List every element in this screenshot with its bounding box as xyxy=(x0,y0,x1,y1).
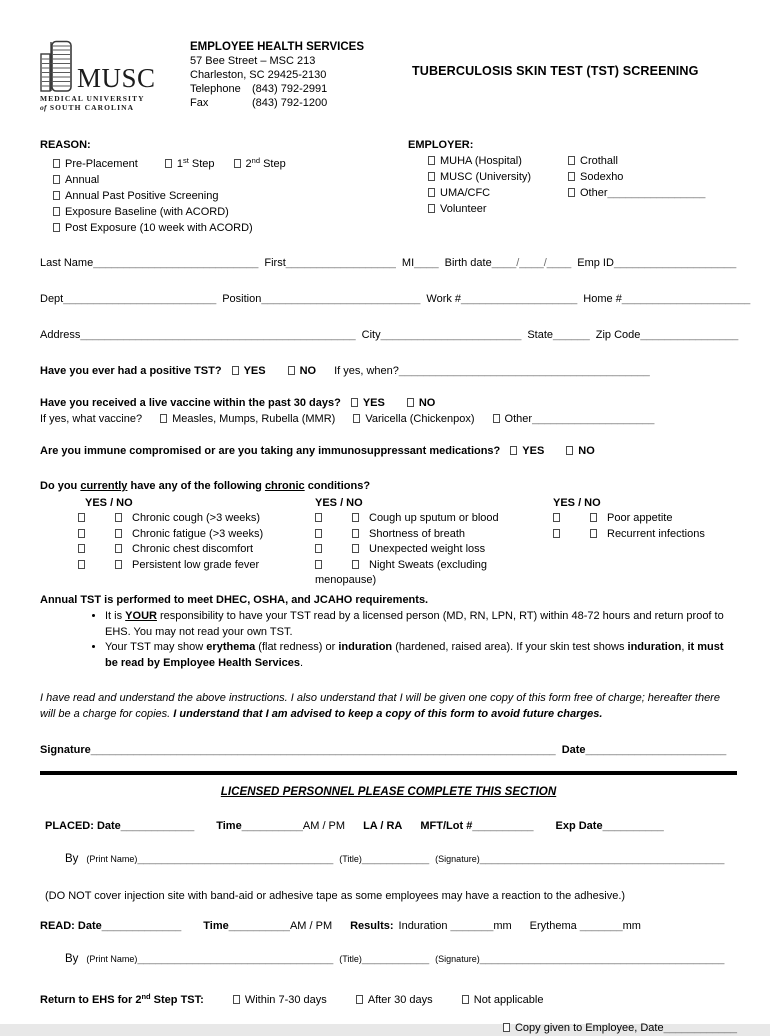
sputum-no-checkbox[interactable] xyxy=(352,513,359,522)
copy-date-blank[interactable]: ____________ xyxy=(663,1022,737,1034)
immune-yes-checkbox[interactable] xyxy=(510,446,517,455)
date-label: Date xyxy=(561,744,586,756)
recurrent-infections-label: Recurrent infections xyxy=(607,527,705,540)
placed-ampm-label: AM / PM xyxy=(302,820,346,832)
copy-given-row xyxy=(40,1021,737,1036)
read-time-label: Time xyxy=(203,920,229,932)
birth-date-blank[interactable]: ____/____/____ xyxy=(491,257,572,269)
dept-blank[interactable]: _________________________ xyxy=(63,293,217,305)
work-phone-label: Work # xyxy=(426,293,462,305)
title-label: (Title) xyxy=(339,854,362,864)
reason-row-annual xyxy=(40,172,408,188)
chest-discomfort-label: Chronic chest discomfort xyxy=(132,543,254,555)
home-phone-blank[interactable]: _____________________ xyxy=(621,293,751,305)
annual-past-label: Annual Past Positive Screening xyxy=(65,190,219,202)
vaccine-yes-checkbox[interactable] xyxy=(351,398,358,407)
personnel-signature-blank[interactable]: ________________________________________ xyxy=(479,853,725,865)
print-name-label: (Print Name) xyxy=(86,954,138,964)
placed-time-blank[interactable]: __________ xyxy=(241,820,303,832)
chronic-fatigue-label: Chronic fatigue (>3 weeks) xyxy=(132,527,264,540)
vaccine-other-checkbox[interactable] xyxy=(493,414,500,423)
erythema-blank[interactable]: _______ xyxy=(579,920,623,932)
fax-label: Fax xyxy=(190,97,209,109)
fax-number: (843) 792-1200 xyxy=(252,97,328,109)
low-grade-fever-no-checkbox[interactable] xyxy=(115,560,122,569)
first-step-checkbox[interactable] xyxy=(165,159,172,168)
erythema-mm-label: mm xyxy=(622,920,641,932)
employer-col-1 xyxy=(428,153,568,217)
recurrent-infections-no-checkbox[interactable] xyxy=(590,529,597,538)
employer-section xyxy=(408,138,737,236)
vaccine-question-label: Have you received a live vaccine within the past 30 days? xyxy=(40,397,341,409)
reason-section xyxy=(40,138,408,236)
annual-tst-heading: Annual TST is performed to meet DHEC, OSHA, and JCAHO requirements. xyxy=(40,594,429,606)
first-name-label: First xyxy=(264,257,286,269)
mmr-label: Measles, Mumps, Rubella (MMR) xyxy=(172,413,336,425)
employer-col-2 xyxy=(568,153,737,217)
positive-tst-label: Have you ever had a positive TST? xyxy=(40,365,222,377)
not-applicable-checkbox[interactable] xyxy=(462,995,469,1004)
uma-label: UMA/CFC xyxy=(440,187,491,199)
chronic-fatigue-yes-checkbox[interactable] xyxy=(78,529,85,538)
signature-small-label: (Signature) xyxy=(435,854,480,864)
licensed-personnel-heading: LICENSED PERSONNEL PLEASE COMPLETE THIS SECTION xyxy=(220,785,557,798)
placed-time-label: Time xyxy=(216,820,242,832)
state-blank[interactable]: ______ xyxy=(553,329,590,341)
bullet-responsibility: • It is YOUR responsibility to have your TST read by a licensed person (MD, RN, LPN, RT) within 48-72 hours and return proof to EHS. You may not read your own TST. xyxy=(105,609,737,640)
section-divider xyxy=(40,771,737,775)
city-address: Charleston, SC 29425-2130 xyxy=(190,69,327,81)
phone-number: (843) 792-2991 xyxy=(252,83,328,95)
post-exposure-checkbox[interactable] xyxy=(53,223,60,232)
sodexho-checkbox[interactable] xyxy=(568,172,575,181)
low-grade-fever-yes-checkbox[interactable] xyxy=(78,560,85,569)
address-blank[interactable]: _____________________________________________ xyxy=(80,329,356,341)
employer-other-blank[interactable]: ________________ xyxy=(607,187,706,199)
recurrent-infections-yes-checkbox[interactable] xyxy=(553,529,560,538)
read-by-row xyxy=(40,952,737,967)
reason-row-exposure xyxy=(40,204,408,220)
annual-checkbox[interactable] xyxy=(53,175,60,184)
logo-wordmark: MUSC xyxy=(77,63,156,93)
state-label: State xyxy=(527,329,554,341)
muha-checkbox[interactable] xyxy=(428,156,435,165)
read-date-blank[interactable]: _____________ xyxy=(101,920,182,932)
sodexho-label: Sodexho xyxy=(580,171,624,183)
work-phone-blank[interactable]: ___________________ xyxy=(461,293,578,305)
form-header xyxy=(40,40,737,112)
not-applicable-label: Not applicable xyxy=(473,994,544,1006)
read-date-label: READ: Date xyxy=(40,920,102,932)
read-time-blank[interactable]: __________ xyxy=(228,920,290,932)
address-label: Address xyxy=(40,329,81,341)
reason-row-post-exposure xyxy=(40,220,408,236)
chest-discomfort-no-checkbox[interactable] xyxy=(115,544,122,553)
after-30-checkbox[interactable] xyxy=(356,995,363,1004)
reason-row-annual-past xyxy=(40,188,408,204)
street-address: 57 Bee Street – MSC 213 xyxy=(190,55,316,67)
weight-loss-no-checkbox[interactable] xyxy=(352,544,359,553)
first-name-blank[interactable]: __________________ xyxy=(285,257,396,269)
volunteer-label: Volunteer xyxy=(440,203,487,215)
poor-appetite-no-checkbox[interactable] xyxy=(590,513,597,522)
positive-no-checkbox[interactable] xyxy=(288,366,295,375)
fax-row xyxy=(190,96,412,110)
dept-row xyxy=(40,292,751,305)
muha-label: MUHA (Hospital) xyxy=(440,155,522,167)
placed-date-blank[interactable]: ____________ xyxy=(120,820,195,832)
second-step-checkbox[interactable] xyxy=(234,159,241,168)
uma-checkbox[interactable] xyxy=(428,188,435,197)
chronic-col-1 xyxy=(40,495,305,573)
annual-label: Annual xyxy=(65,174,100,186)
phone-row xyxy=(190,82,412,96)
second-step-label: Step xyxy=(260,158,286,170)
reason-row-1: Pre-Placement 1st Step 2nd Step xyxy=(40,153,408,172)
title-label: (Title) xyxy=(339,954,362,964)
logo-caption-2: of SOUTH CAROLINA xyxy=(40,103,135,112)
mft-lot-label: MFT/Lot # xyxy=(420,820,473,832)
poor-appetite-yes-checkbox[interactable] xyxy=(553,513,560,522)
mmr-checkbox[interactable] xyxy=(160,414,167,423)
birth-date-label: Birth date xyxy=(444,257,492,269)
first-step-label: Step xyxy=(188,158,215,170)
immune-no-checkbox[interactable] xyxy=(566,446,573,455)
if-yes-when-label: If yes, when? xyxy=(334,365,399,377)
do-not-cover-note: (DO NOT cover injection site with band-aid or adhesive tape as some employees may have a reaction to the adhesive.) xyxy=(45,890,626,902)
copy-given-checkbox[interactable] xyxy=(503,1023,510,1032)
immune-question-label: Are you immune compromised or are you taking any immunosuppressant medications? xyxy=(40,445,501,457)
la-ra-label: LA / RA xyxy=(363,820,403,832)
vaccine-other-blank[interactable]: ____________________ xyxy=(532,413,655,425)
breath-yes-checkbox[interactable] xyxy=(315,529,322,538)
title-blank[interactable]: ___________ xyxy=(361,853,430,865)
last-name-label: Last Name xyxy=(40,257,94,269)
employer-other-label: Other xyxy=(580,187,608,199)
exp-date-label: Exp Date xyxy=(555,820,603,832)
building-icon xyxy=(40,40,74,92)
chronic-conditions-section xyxy=(40,479,737,586)
print-name-label: (Print Name) xyxy=(86,854,138,864)
placed-by-row xyxy=(40,852,737,867)
pre-placement-label: Pre-Placement xyxy=(65,158,138,170)
dept-name: EMPLOYEE HEALTH SERVICES xyxy=(190,41,365,53)
read-ampm-label: AM / PM xyxy=(289,920,333,932)
volunteer-checkbox[interactable] xyxy=(428,204,435,213)
last-name-blank[interactable]: ___________________________ xyxy=(93,257,259,269)
yes-no-header: YES / NO xyxy=(85,497,133,509)
yes-no-header: YES / NO xyxy=(315,497,363,509)
post-exposure-label: Post Exposure (10 week with ACORD) xyxy=(65,222,253,234)
vaccine-no-checkbox[interactable] xyxy=(407,398,414,407)
signature-small-label: (Signature) xyxy=(435,954,480,964)
erythema-label: Erythema xyxy=(529,920,577,932)
chronic-cough-yes-checkbox[interactable] xyxy=(78,513,85,522)
city-label: City xyxy=(361,329,381,341)
date-blank[interactable]: _______________________ xyxy=(585,744,727,756)
annual-tst-section xyxy=(40,593,737,671)
print-name-blank[interactable]: ________________________________ xyxy=(137,853,334,865)
night-sweats-label: Night Sweats (excluding menopause) xyxy=(315,558,488,586)
name-row xyxy=(40,256,737,269)
musc-label: MUSC (University) xyxy=(440,171,532,183)
mft-lot-blank[interactable]: __________ xyxy=(472,820,534,832)
placed-date-label: PLACED: Date xyxy=(45,820,121,832)
annual-tst-bullets xyxy=(88,609,737,671)
induration-blank[interactable]: _______ xyxy=(450,920,494,932)
position-blank[interactable]: __________________________ xyxy=(261,293,421,305)
title-blank[interactable]: ___________ xyxy=(361,953,430,965)
varicella-label: Varicella (Chickenpox) xyxy=(365,413,475,425)
mi-blank[interactable]: ____ xyxy=(414,257,439,269)
induration-label: Induration xyxy=(398,920,448,932)
sputum-label: Cough up sputum or blood xyxy=(369,512,499,524)
after-30-label: After 30 days xyxy=(367,994,433,1006)
chronic-col-3 xyxy=(543,495,737,573)
immune-question: Are you immune compromised or are you taking any immunosuppressant medications? YES NO xyxy=(40,445,595,457)
weight-loss-label: Unexpected weight loss xyxy=(369,543,486,555)
signature-label: Signature xyxy=(40,744,91,756)
night-sweats-yes-checkbox[interactable] xyxy=(315,560,322,569)
position-label: Position xyxy=(222,293,262,305)
by-label: By xyxy=(65,853,79,865)
within-7-30-label: Within 7-30 days xyxy=(244,994,327,1006)
phone-label: Telephone xyxy=(190,83,241,95)
weight-loss-yes-checkbox[interactable] xyxy=(315,544,322,553)
breath-no-checkbox[interactable] xyxy=(352,529,359,538)
positive-yes-checkbox[interactable] xyxy=(232,366,239,375)
chronic-col-2 xyxy=(305,495,543,586)
by-label: By xyxy=(65,953,79,965)
chronic-fatigue-no-checkbox[interactable] xyxy=(115,529,122,538)
low-grade-fever-label: Persistent low grade fever xyxy=(132,558,260,571)
exposure-baseline-label: Exposure Baseline (with ACORD) xyxy=(65,206,229,218)
read-row xyxy=(40,919,737,934)
musc-logo xyxy=(40,40,178,112)
emp-id-blank[interactable]: ____________________ xyxy=(613,257,737,269)
identity-section xyxy=(40,256,751,341)
within-7-30-checkbox[interactable] xyxy=(233,995,240,1004)
chest-discomfort-yes-checkbox[interactable] xyxy=(78,544,85,553)
pre-placement-checkbox[interactable] xyxy=(53,159,60,168)
crothall-label: Crothall xyxy=(580,155,618,167)
city-blank[interactable]: _______________________ xyxy=(380,329,522,341)
signature-blank[interactable]: ____________________________________________________________________________ xyxy=(90,744,556,756)
chronic-cough-no-checkbox[interactable] xyxy=(115,513,122,522)
varicella-checkbox[interactable] xyxy=(353,414,360,423)
ehs-address-block xyxy=(190,40,412,110)
induration-mm-label: mm xyxy=(493,920,512,932)
employer-other-checkbox[interactable] xyxy=(568,188,575,197)
exp-date-blank[interactable]: __________ xyxy=(602,820,664,832)
mi-label: MI xyxy=(401,257,415,269)
night-sweats-no-checkbox[interactable] xyxy=(352,560,359,569)
signature-row xyxy=(40,743,737,758)
address-row xyxy=(40,328,737,341)
return-to-ehs-row xyxy=(40,989,737,1008)
copy-given-label: Copy given to Employee, Date xyxy=(514,1022,664,1034)
reason-employer-section xyxy=(40,138,737,236)
yes-no-header: YES / NO xyxy=(553,497,601,509)
chronic-cough-label: Chronic cough (>3 weeks) xyxy=(132,512,261,524)
exposure-baseline-checkbox[interactable] xyxy=(53,207,60,216)
positive-tst-question: Have you ever had a positive TST? YES NO If yes, when?_________________________________________ xyxy=(40,365,650,377)
acknowledgement-paragraph: I have read and understand the above instructions. I also understand that I will be given one copy of this form free of charge; hereafter there will be a charge for copies. I understand that I am advised to keep a copy of this form to avoid future charges. xyxy=(40,692,720,720)
personnel-signature-blank[interactable]: ________________________________________ xyxy=(479,953,725,965)
sputum-yes-checkbox[interactable] xyxy=(315,513,322,522)
musc-checkbox[interactable] xyxy=(428,172,435,181)
vaccine-other-label: Other xyxy=(504,413,533,425)
dept-label: Dept xyxy=(40,293,64,305)
print-name-blank[interactable]: ________________________________ xyxy=(137,953,334,965)
placed-row xyxy=(40,819,737,834)
home-phone-label: Home # xyxy=(583,293,622,305)
employer-heading: EMPLOYER: xyxy=(408,139,474,151)
what-vaccine-label: If yes, what vaccine? xyxy=(40,413,143,425)
results-label: Results: xyxy=(350,920,394,932)
bullet-erythema-induration: • Your TST may show erythema (flat redness) or induration (hardened, raised area). If your skin test shows induration, it must be read by Employee Health Services. xyxy=(105,640,737,671)
form-title: TUBERCULOSIS SKIN TEST (TST) SCREENING xyxy=(412,64,699,78)
if-yes-when-blank[interactable]: _________________________________________ xyxy=(398,365,650,377)
poor-appetite-label: Poor appetite xyxy=(607,512,673,524)
crothall-checkbox[interactable] xyxy=(568,156,575,165)
return-label: Return to EHS for 2nd Step TST: xyxy=(40,992,204,1006)
logo-caption-1: MEDICAL UNIVERSITY xyxy=(40,94,145,103)
chronic-question: Do you currently have any of the following chronic conditions? xyxy=(40,480,371,492)
reason-heading: REASON: xyxy=(40,139,91,151)
annual-past-checkbox[interactable] xyxy=(53,191,60,200)
emp-id-label: Emp ID xyxy=(577,257,614,269)
breath-label: Shortness of breath xyxy=(369,527,466,540)
zip-blank[interactable]: ________________ xyxy=(640,329,739,341)
zip-label: Zip Code xyxy=(595,329,641,341)
vaccine-question: Have you received a live vaccine within the past 30 days? YES NO If yes, what vaccine? Measles, Mumps, Rubella (MMR) Varicella (Chickenpox) Other____________________ xyxy=(40,397,655,425)
